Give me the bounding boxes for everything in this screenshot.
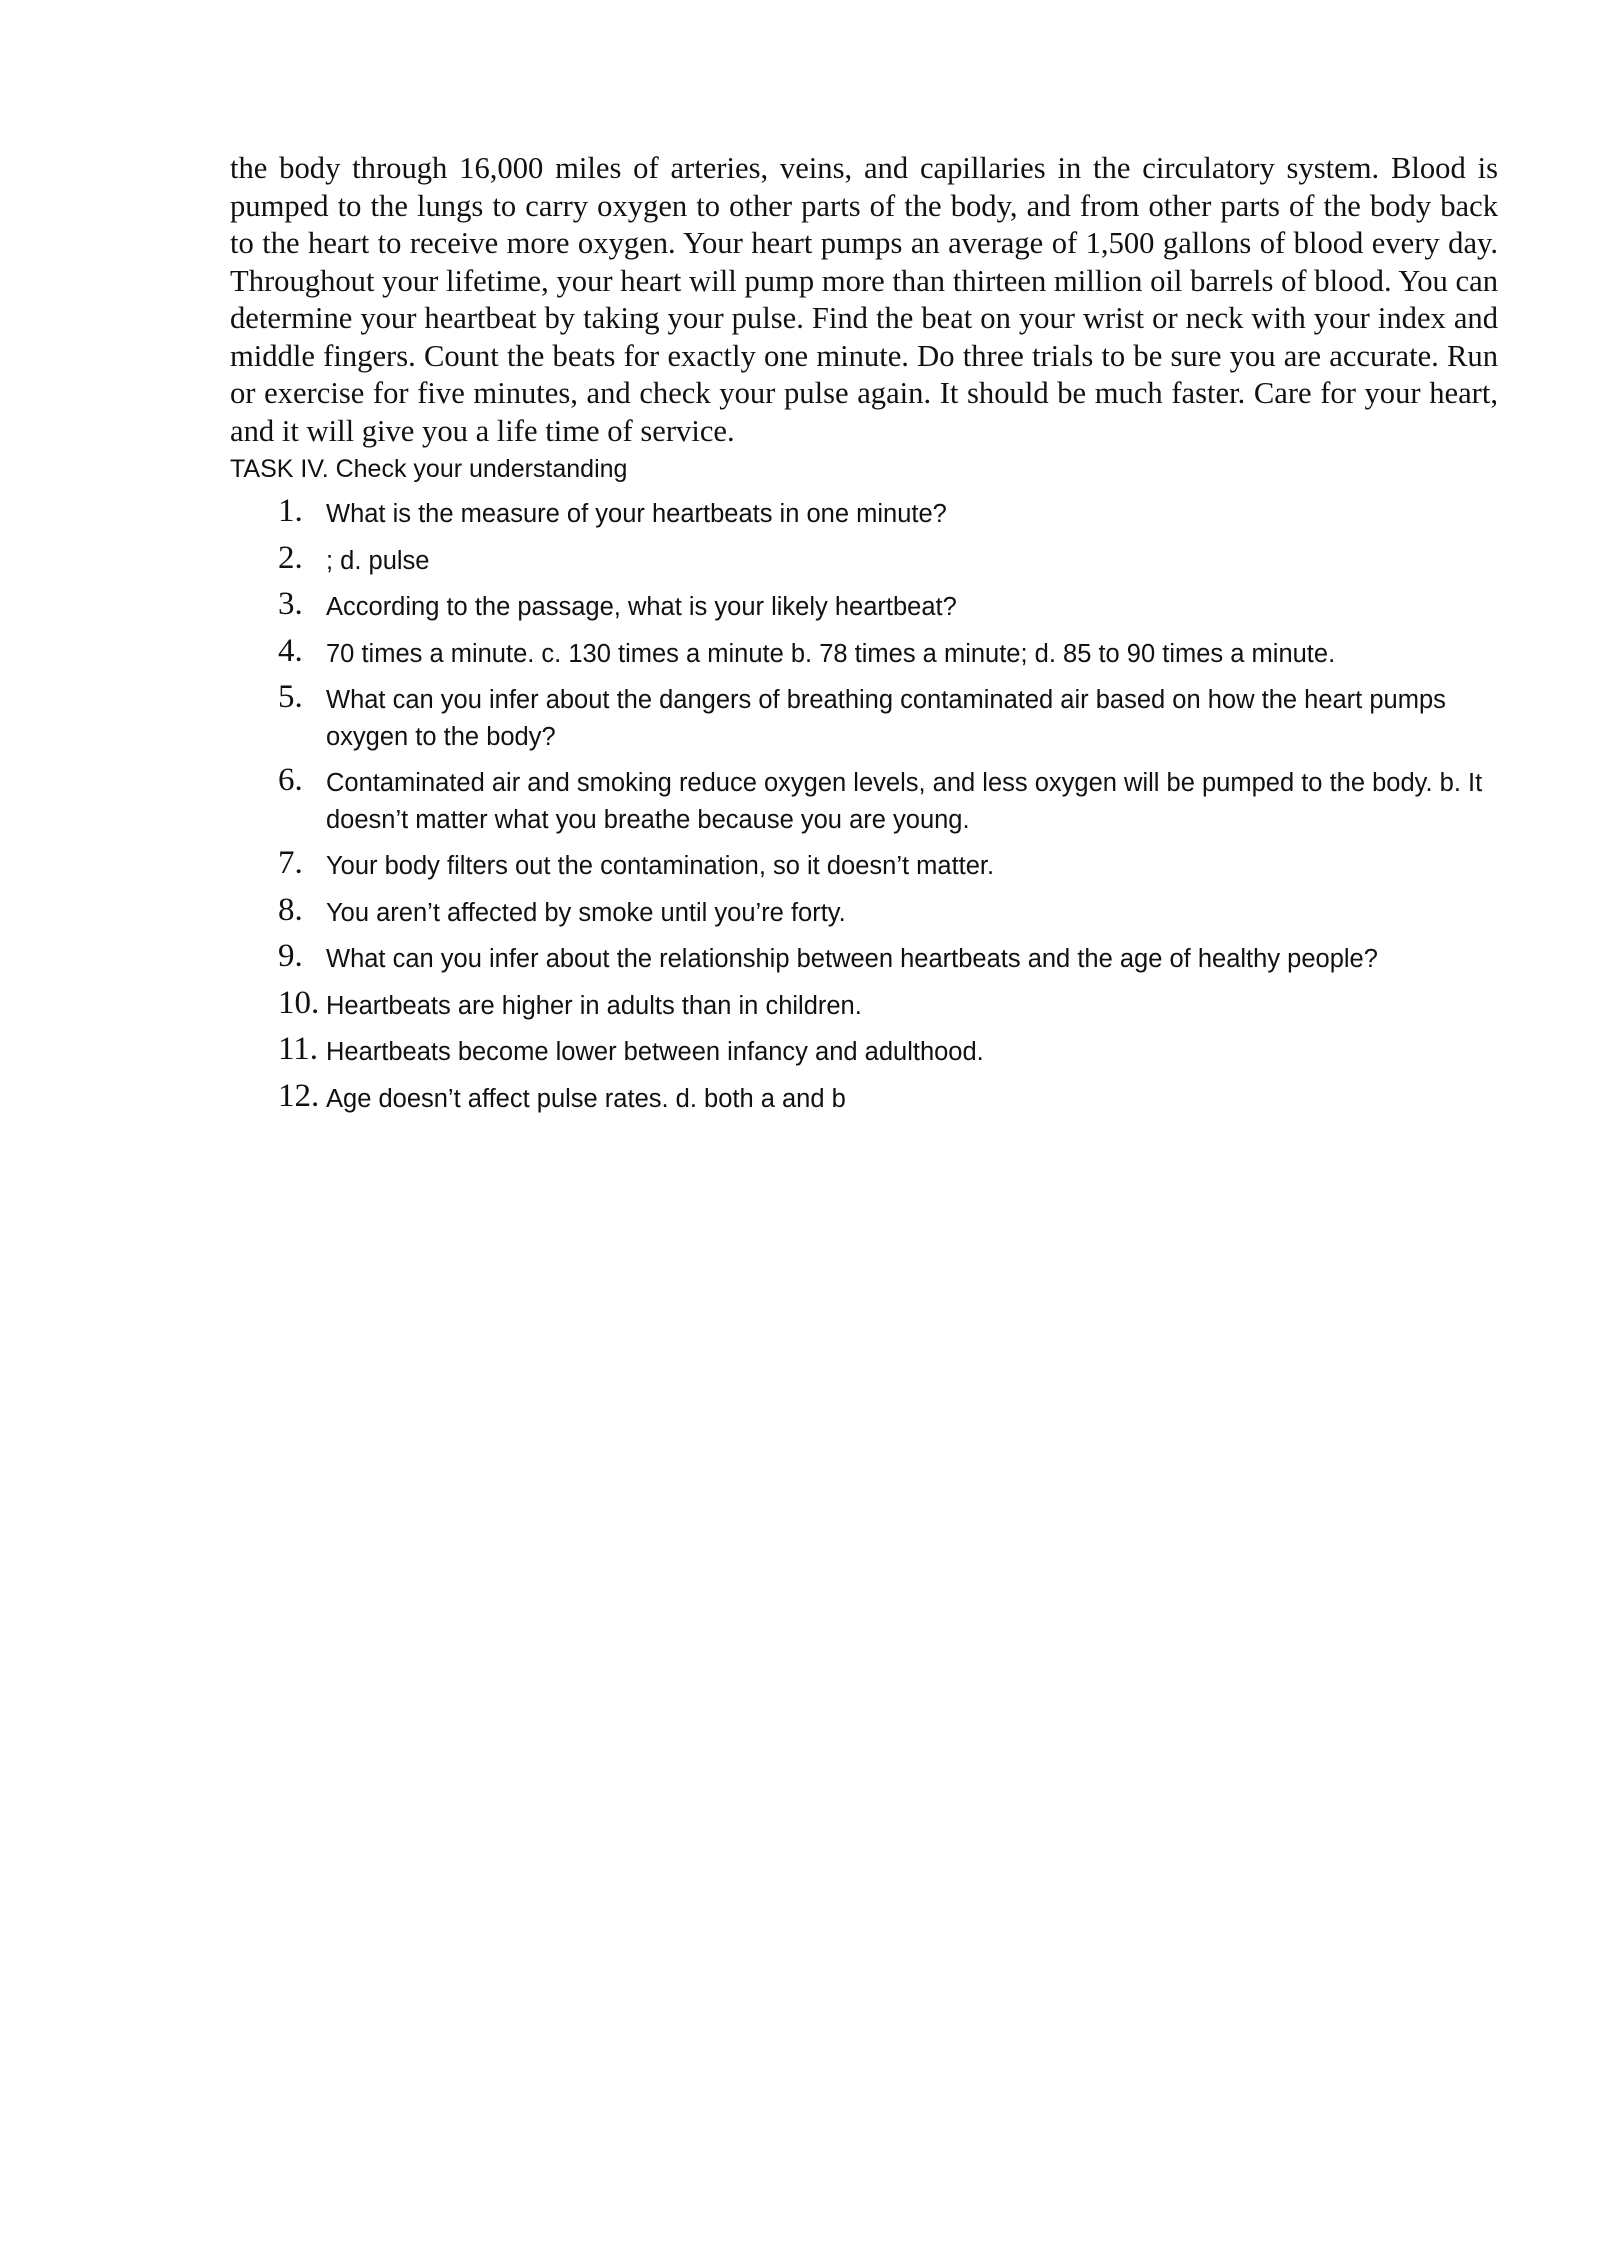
item-number: 10.	[278, 984, 320, 1021]
item-number: 6.	[278, 762, 303, 798]
task-heading: TASK IV. Check your understanding	[230, 455, 628, 483]
list-item	[230, 937, 1498, 978]
list-item	[230, 492, 1498, 533]
reading-passage: the body through 16,000 miles of arteries, veins, and capillaries in the circulatory system. Blood is pumped to the lungs to carry oxygen to other parts of the body, and from other parts of the body back to the heart to receive more oxygen. Your heart pumps an average of 1,500 gallons of blood every day. Throughout your lifetime, your heart will pump more than thirteen million oil barrels of blood. You can determine your heartbeat by taking your pulse. Find the beat on your wrist or neck with your index and middle fingers. Count the beats for exactly one minute. Do three trials to be sure you are accurate. Run or exercise for five minutes, and check your pulse again. It should be much faster. Care for your heart, and it will give you a life time of service.	[230, 151, 1498, 448]
item-text: Heartbeats become lower between infancy and adulthood.	[326, 1038, 984, 1066]
list-item	[230, 678, 1498, 755]
item-number: 7.	[278, 845, 303, 881]
item-text: Your body filters out the contamination, so it doesn’t matter.	[326, 852, 995, 880]
list-item	[230, 1077, 1498, 1118]
list-item	[230, 585, 1498, 626]
item-number: 11.	[278, 1031, 319, 1067]
item-number: 8.	[278, 891, 303, 928]
list-item	[230, 632, 1498, 673]
item-number: 5.	[278, 679, 303, 715]
item-text: What can you infer about the relationship between heartbeats and the age of healthy people?	[326, 945, 1378, 973]
list-item	[230, 539, 1498, 580]
list-item	[230, 844, 1498, 885]
item-number: 1.	[278, 493, 303, 529]
item-number: 9.	[278, 938, 303, 974]
item-text: ; d. pulse	[326, 546, 430, 575]
item-text: According to the passage, what is your likely heartbeat?	[326, 593, 957, 621]
item-number: 12.	[278, 1077, 320, 1114]
item-text: Heartbeats are higher in adults than in children.	[326, 991, 862, 1020]
item-text: Contaminated air and smoking reduce oxygen levels, and less oxygen will be pumped to the body. b. It doesn’t matter what you breathe because you are young.	[326, 769, 1483, 834]
item-number: 2.	[278, 539, 303, 576]
list-item	[230, 1030, 1498, 1071]
item-number: 4.	[278, 632, 303, 669]
item-number: 3.	[278, 586, 303, 622]
item-text: What can you infer about the dangers of breathing contaminated air based on how the heart pumps oxygen to the body?	[326, 686, 1446, 751]
item-text: What is the measure of your heartbeats in one minute?	[326, 500, 947, 528]
list-item	[230, 761, 1498, 838]
document-content	[230, 150, 1498, 1123]
item-text: 70 times a minute. c. 130 times a minute b. 78 times a minute; d. 85 to 90 times a minute.	[326, 639, 1336, 668]
item-text: You aren’t affected by smoke until you’re forty.	[326, 898, 846, 927]
list-item	[230, 984, 1498, 1025]
item-text: Age doesn’t affect pulse rates. d. both a and b	[326, 1084, 846, 1113]
list-item	[230, 891, 1498, 932]
question-list	[230, 492, 1498, 1117]
